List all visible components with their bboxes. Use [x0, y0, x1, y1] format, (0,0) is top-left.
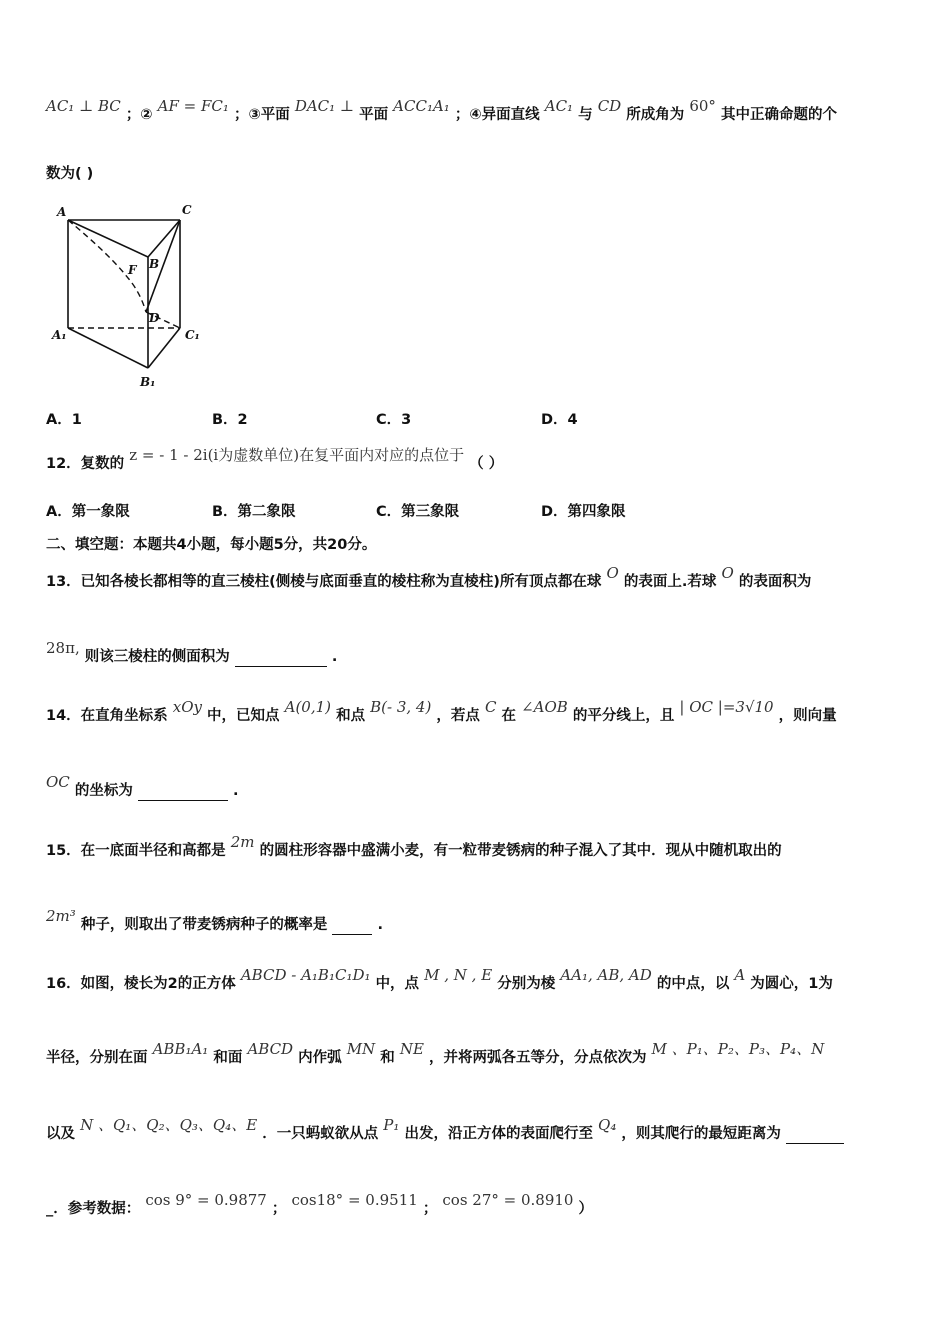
q14-answer-blank[interactable]: [138, 786, 228, 801]
q16-math-points-p: M 、P₁、P₂、P₃、P₄、N: [651, 1040, 825, 1058]
q16-math-arc-ne: NE: [399, 1040, 424, 1058]
q11-math-2: AF = FC₁: [157, 97, 229, 115]
q11-math-6: CD: [597, 97, 622, 115]
q11-math-5: AC₁: [544, 97, 574, 115]
q14-math-oc-length: | OC |=3√10: [679, 698, 774, 716]
label-c: C: [182, 203, 192, 217]
q11-line1: AC₁ ⊥ BC ；② AF = FC₁ ；③平面 DAC₁ ⊥ 平面 ACC₁A₁ ；④异面直线 AC₁ 与 CD 所成角为 60° 其中正确命题的个: [46, 97, 837, 123]
q16-math-face1: ABB₁A₁: [152, 1040, 209, 1058]
q13-line1: 13．已知各棱长都相等的直三棱柱(侧棱与底面垂直的棱柱称为直棱柱)所有顶点都在球 O 的表面上.若球 O 的表面积为: [46, 564, 812, 590]
edge-b1-c1: [148, 328, 180, 368]
q11-math-3: DAC₁ ⊥: [294, 97, 355, 115]
q11-math-1: AC₁ ⊥ BC: [46, 97, 121, 115]
q16-line1: 16．如图，棱长为2的正方体 ABCD - A₁B₁C₁D₁ 中，点 M , N , E 分别为棱 AA₁, AB, AD 的中点，以 A 为圆心，1为: [46, 966, 833, 992]
q15-math-volume: 2m³: [46, 907, 76, 925]
q16-math-p1: P₁: [383, 1116, 400, 1134]
q11-option-a: A．1: [46, 412, 82, 428]
q12-math: z = - 1 - 2i(i为虚数单位)在复平面内对应的点位于: [129, 446, 465, 464]
q16-math-cube: ABCD - A₁B₁C₁D₁: [240, 966, 371, 984]
q14-math-oc: OC: [46, 773, 70, 791]
q13-math-o2: O: [721, 564, 734, 582]
q14-math-b: B(- 3, 4): [370, 698, 432, 716]
q11-option-d: D．4: [541, 412, 578, 428]
label-d: D: [149, 311, 160, 325]
q12-option-d: D．第四象限: [541, 504, 626, 520]
q13-math-area: 28π,: [46, 639, 80, 657]
q16-ref-cos27: cos 27° = 0.8910: [442, 1191, 574, 1209]
q16-math-face2: ABCD: [247, 1040, 294, 1058]
label-c1: C₁: [185, 328, 200, 342]
label-a1: A₁: [52, 328, 67, 342]
q11-math-4: ACC₁A₁: [393, 97, 450, 115]
q12-option-c: C．第三象限: [376, 504, 460, 520]
q16-ref-cos18: cos18° = 0.9511: [291, 1191, 418, 1209]
q12-option-b: B．第二象限: [212, 504, 296, 520]
q13-answer-blank[interactable]: [235, 652, 327, 667]
q15-answer-blank[interactable]: [332, 920, 372, 935]
section2-heading: 二、填空题：本题共4小题，每小题5分，共20分。: [46, 537, 377, 553]
q11-line2: 数为( ): [46, 166, 94, 182]
q14-math-xoy: xOy: [172, 698, 202, 716]
q12-option-a: A．第一象限: [46, 504, 130, 520]
q13-line2: 28π, 则该三棱柱的侧面积为 .: [46, 639, 338, 665]
q16-math-points-q: N 、Q₁、Q₂、Q₃、Q₄、E: [80, 1116, 258, 1134]
q16-math-a: A: [734, 966, 746, 984]
label-f: F: [128, 263, 137, 277]
q16-line2: 半径，分别在面 ABB₁A₁ 和面 ABCD 内作弧 MN 和 NE ，并将两弧各五等分，分点依次为 M 、P₁、P₂、P₃、P₄、N: [46, 1040, 825, 1066]
q11-option-b: B．2: [212, 412, 248, 428]
label-b: B: [149, 257, 160, 271]
q13-math-o1: O: [606, 564, 619, 582]
q16-answer-blank[interactable]: [786, 1129, 844, 1144]
q14-line2: OC 的坐标为 .: [46, 773, 239, 799]
q16-line3: 以及 N 、Q₁、Q₂、Q₃、Q₄、E ．一只蚂蚁欲从点 P₁ 出发，沿正方体的表面爬行至 Q₄ ，则其爬行的最短距离为: [46, 1123, 844, 1144]
q15-line2: 2m³ 种子，则取出了带麦锈病种子的概率是 .: [46, 907, 383, 933]
q14-line1: 14．在直角坐标系 xOy 中，已知点 A(0,1) 和点 B(- 3, 4) ，若点 C 在 ∠AOB 的平分线上，且 | OC |=3√10 ，则向量: [46, 698, 837, 724]
q15-line1: 15．在一底面半径和高都是 2m 的圆柱形容器中盛满小麦，有一粒带麦锈病的种子混入了其中．现从中随机取出的: [46, 833, 782, 859]
q12-line: 12．复数的 z = - 1 - 2i(i为虚数单位)在复平面内对应的点位于 （ ）: [46, 446, 504, 472]
q14-math-angle: ∠AOB: [521, 698, 568, 716]
q16-math-q4: Q₄: [598, 1116, 617, 1134]
q15-math-2m: 2m: [230, 833, 255, 851]
q16-math-arc-mn: MN: [346, 1040, 376, 1058]
q11-math-7: 60°: [689, 97, 716, 115]
q16-ref-cos9: cos 9° = 0.9877: [145, 1191, 267, 1209]
edge-a1-b1: [68, 328, 148, 368]
q11-option-c: C．3: [376, 412, 412, 428]
edge-a-b: [68, 220, 148, 257]
q16-math-edges: AA₁, AB, AD: [560, 966, 652, 984]
label-a: A: [57, 205, 67, 219]
q16-math-mne: M , N , E: [424, 966, 493, 984]
label-b1: B₁: [140, 375, 156, 389]
prism-figure: [50, 200, 220, 395]
edge-b-c: [148, 220, 180, 257]
q14-math-a: A(0,1): [284, 698, 332, 716]
q16-line4: _．参考数据： cos 9° = 0.9877 ； cos18° = 0.9511 ； cos 27° = 0.8910 ）: [46, 1191, 594, 1217]
q14-math-c: C: [484, 698, 497, 716]
